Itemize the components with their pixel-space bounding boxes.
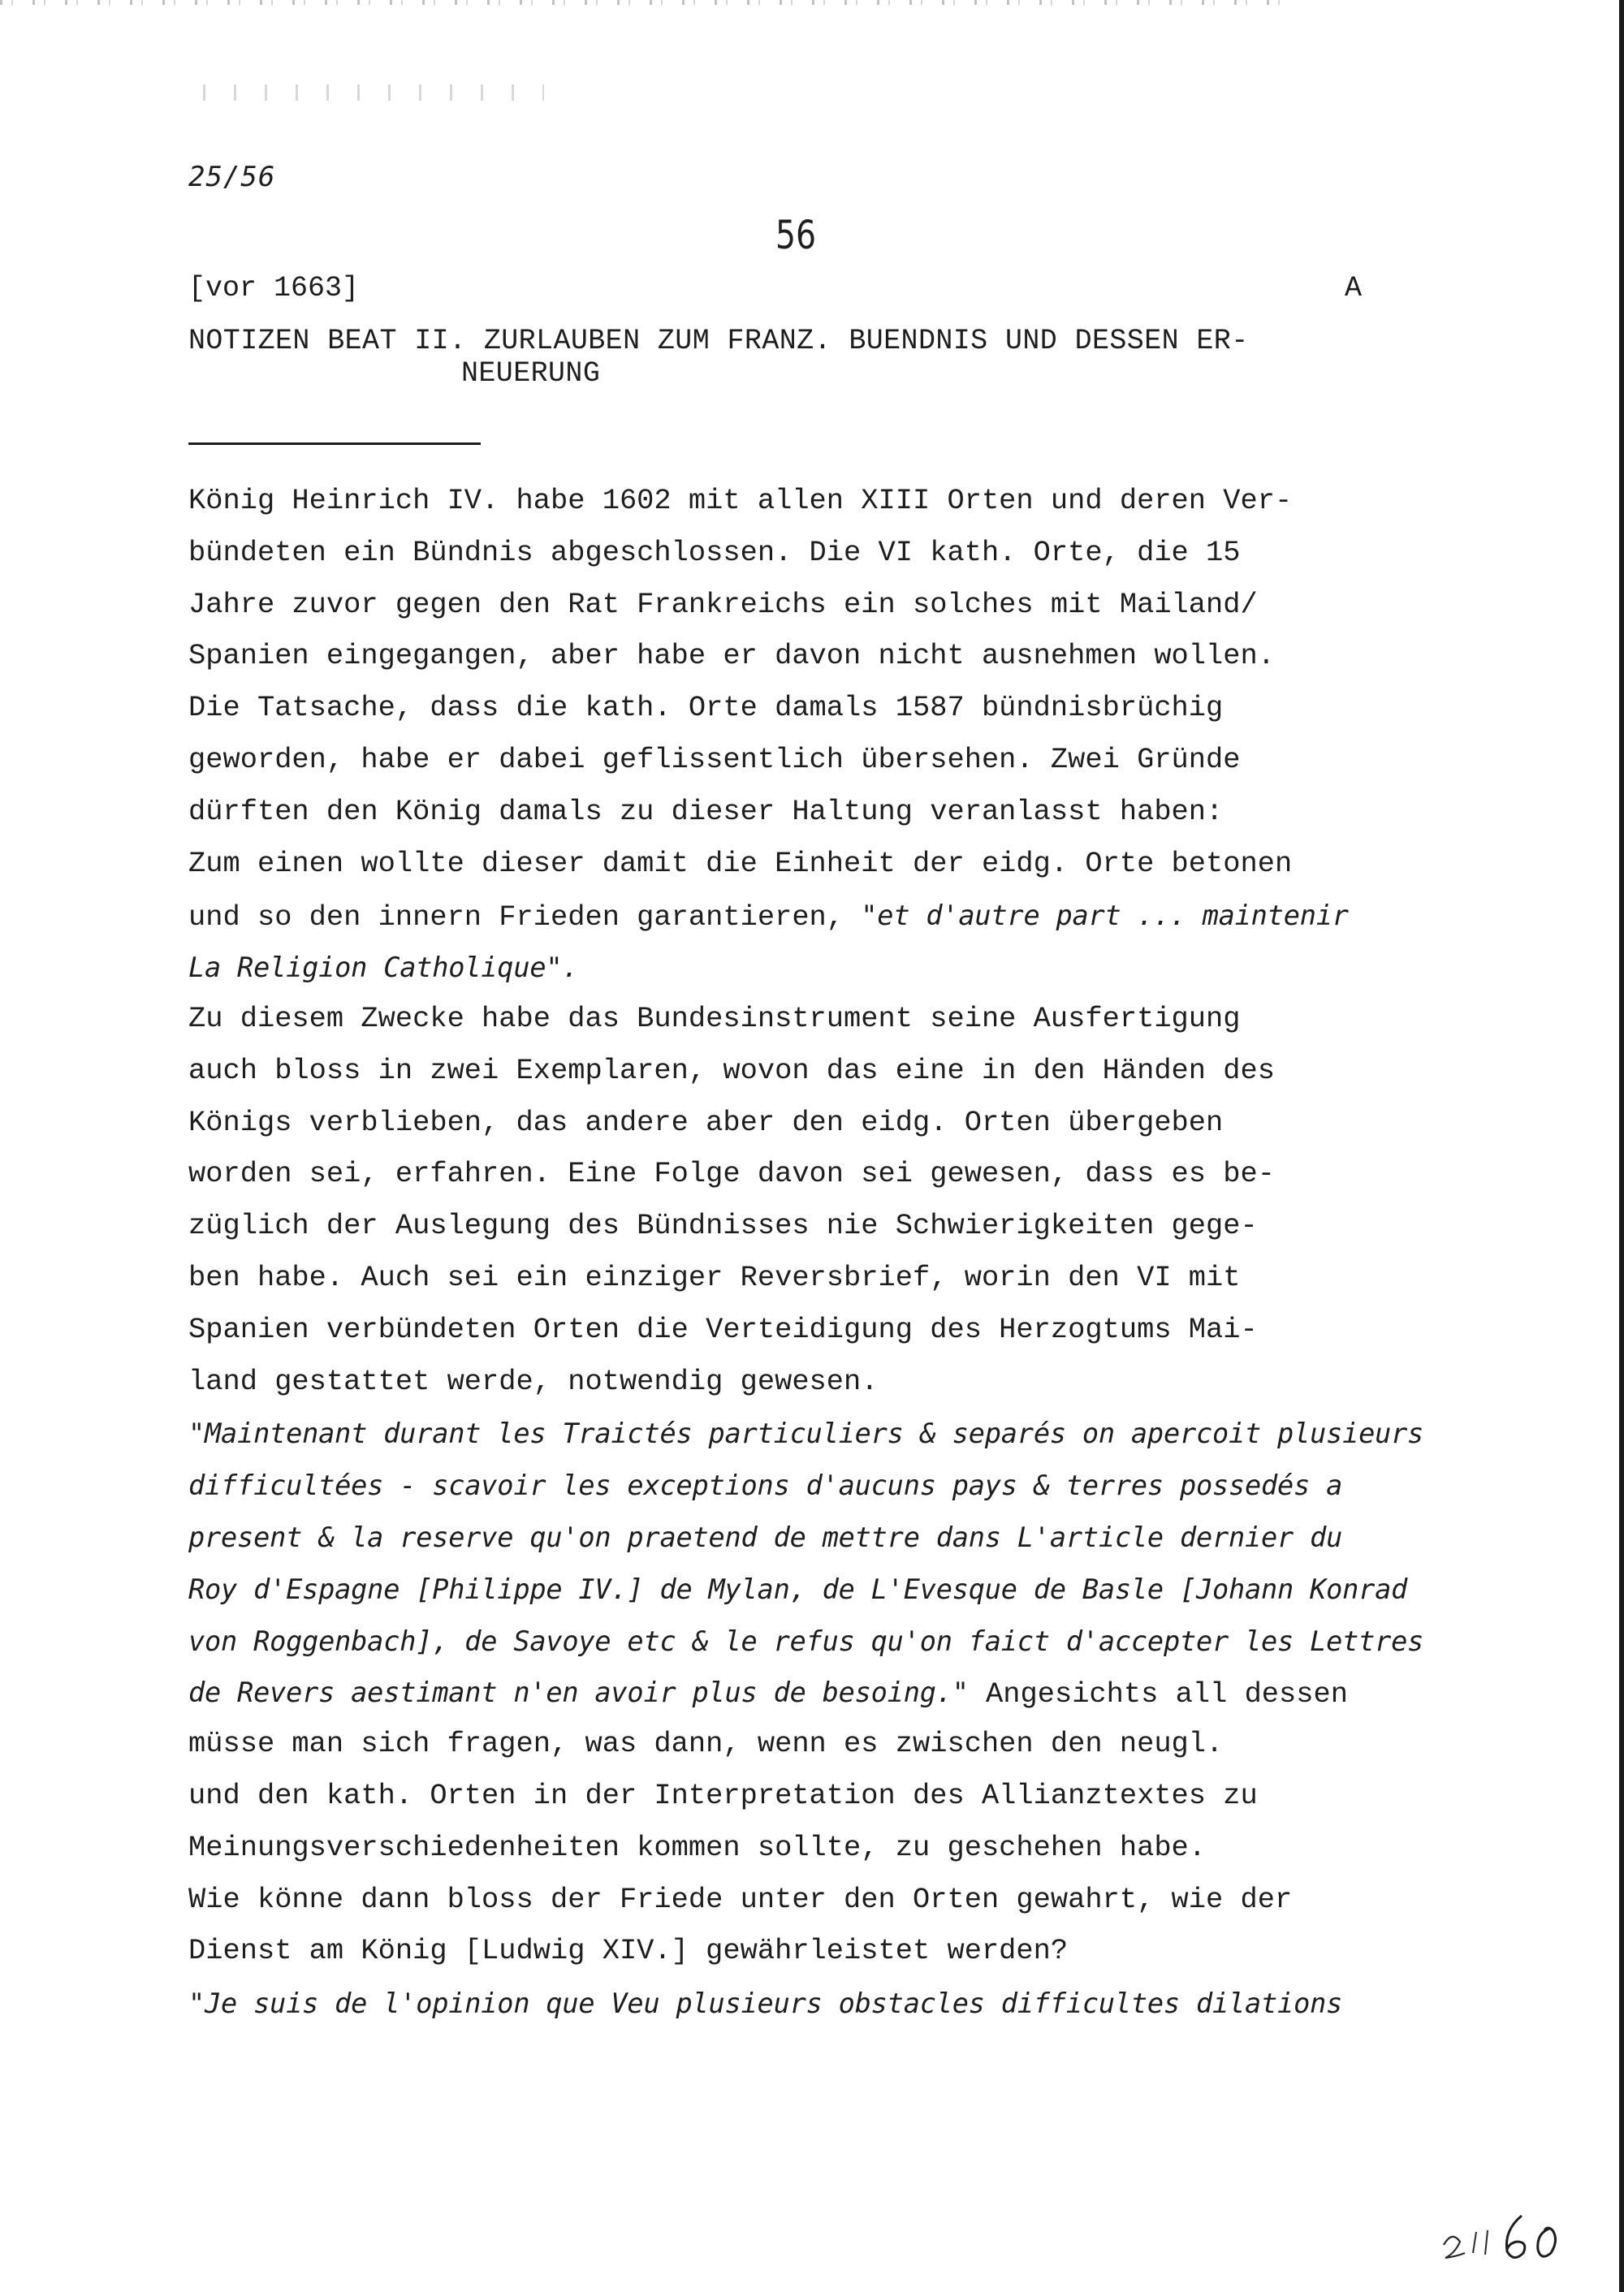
body-line xyxy=(188,1719,1471,1771)
body-line xyxy=(188,476,1471,528)
body-line xyxy=(188,1098,1471,1150)
document-category: A xyxy=(1345,272,1363,304)
body-text-segment: und den kath. Orten in der Interpretation des Allianztextes zu xyxy=(188,1779,1258,1812)
body-text-segment: bündeten ein Bündnis abgeschlossen. Die VI kath. Orte, die 15 xyxy=(188,536,1241,569)
scan-artifact-dots xyxy=(203,84,544,101)
body-quote-segment: "Je suis de l'opinion que Veu plusieurs obstacles difficultes dilations xyxy=(188,1988,1343,2020)
body-text-segment: Angesichts all dessen xyxy=(968,1678,1348,1711)
body-quote-segment: La Religion Catholique". xyxy=(188,952,579,984)
scan-artifact-top xyxy=(0,0,1299,5)
body-line xyxy=(188,994,1471,1046)
body-text-segment: Die Tatsache, dass die kath. Orte damals 1587 bündnisbrüchig xyxy=(188,692,1224,725)
body-text-segment: Zu diesem Zwecke habe das Bundesinstrument seine Ausfertigung xyxy=(188,1002,1241,1035)
body-quote-segment: "et d'autre part ... maintenir xyxy=(861,900,1349,932)
document-title xyxy=(188,325,1455,390)
body-line xyxy=(188,1771,1471,1823)
scan-edge-right xyxy=(1619,0,1624,2292)
body-text-segment: Jahre zuvor gegen den Rat Frankreichs ein solches mit Mailand/ xyxy=(188,588,1258,621)
body-text-segment: züglich der Auslegung des Bündnisses nie Schwierigkeiten gege- xyxy=(188,1210,1258,1243)
body-text-segment: Spanien eingegangen, aber habe er davon nicht ausnehmen wollen. xyxy=(188,640,1275,673)
body-line xyxy=(188,528,1471,580)
body-line xyxy=(188,1564,1471,1616)
body-line xyxy=(188,1201,1471,1253)
body-line xyxy=(188,1253,1471,1305)
body-line xyxy=(188,1512,1471,1564)
body-line xyxy=(188,890,1471,942)
body-line xyxy=(188,1823,1471,1875)
page-number: 56 xyxy=(775,213,817,258)
body-line xyxy=(188,683,1471,735)
body-text-segment: Königs verblieben, das andere aber den eidg. Orten übergeben xyxy=(188,1106,1224,1139)
body-line xyxy=(188,631,1471,683)
body-text-segment: müsse man sich fragen, was dann, wenn es zwischen den neugl. xyxy=(188,1728,1224,1761)
body-line xyxy=(188,1046,1471,1098)
body-text-segment: Meinungsverschiedenheiten kommen sollte, zu geschehen habe. xyxy=(188,1831,1207,1864)
body-line xyxy=(188,1305,1471,1357)
body-quote-segment: present & la reserve qu'on praetend de mettre dans L'article dernier du xyxy=(188,1521,1343,1553)
document-title-line-1: NOTIZEN BEAT II. ZURLAUBEN ZUM FRANZ. BUENDNIS UND DESSEN ER- xyxy=(188,325,1249,357)
body-text-segment: Dienst am König [Ludwig XIV.] gewährleistet werden? xyxy=(188,1935,1069,1968)
document-title-line-2: NEUERUNG xyxy=(461,357,601,390)
body-line xyxy=(188,580,1471,632)
body-text-segment: und so den innern Frieden garantieren, xyxy=(188,901,862,934)
body-text-segment: König Heinrich IV. habe 1602 mit allen XIII Orten und deren Ver- xyxy=(188,485,1293,517)
body-line xyxy=(188,1667,1471,1719)
body-text-segment: dürften den König damals zu dieser Haltung veranlasst haben: xyxy=(188,795,1224,828)
body-quote-segment: "Maintenant durant les Traictés particuliers & separés on apercoit plusieurs xyxy=(188,1418,1424,1450)
body-text-segment: geworden, habe er dabei geflissentlich übersehen. Zwei Gründe xyxy=(188,743,1241,776)
body-line xyxy=(188,1978,1471,2030)
body-text-segment: auch bloss in zwei Exemplaren, wovon das eine in den Händen des xyxy=(188,1054,1275,1087)
body-quote-segment: von Roggenbach], de Savoye etc & le refus qu'on faict d'accepter les Lettres xyxy=(188,1625,1424,1657)
body-line xyxy=(188,1357,1471,1409)
body-line xyxy=(188,787,1471,839)
body-line xyxy=(188,1616,1471,1668)
body-text xyxy=(188,476,1471,2030)
body-text-segment: Spanien verbündeten Orten die Verteidigung des Herzogtums Mai- xyxy=(188,1313,1258,1346)
handwritten-folio-note xyxy=(1437,2204,1575,2269)
body-line xyxy=(188,735,1471,787)
body-text-segment: Zum einen wollte dieser damit die Einheit der eidg. Orte betonen xyxy=(188,847,1293,880)
body-line xyxy=(188,1875,1471,1927)
body-line xyxy=(188,1149,1471,1201)
body-quote-segment: de Revers aestimant n'en avoir plus de besoing." xyxy=(188,1677,969,1709)
document-date: [vor 1663] xyxy=(188,272,360,304)
body-quote-segment: Roy d'Espagne [Philippe IV.] de Mylan, de L'Evesque de Basle [Johann Konrad xyxy=(188,1573,1408,1605)
body-line xyxy=(188,1460,1471,1512)
title-underline xyxy=(188,442,481,445)
body-text-segment: land gestattet werde, notwendig gewesen. xyxy=(188,1365,879,1398)
body-line xyxy=(188,1408,1471,1460)
body-line xyxy=(188,942,1471,994)
body-text-segment: ben habe. Auch sei ein einziger Reversbrief, worin den VI mit xyxy=(188,1261,1241,1294)
body-line xyxy=(188,1926,1471,1978)
body-quote-segment: difficultées - scavoir les exceptions d'aucuns pays & terres possedés a xyxy=(188,1470,1343,1502)
body-line xyxy=(188,839,1471,891)
body-text-segment: worden sei, erfahren. Eine Folge davon sei gewesen, dass es be- xyxy=(188,1158,1275,1191)
body-text-segment: Wie könne dann bloss der Friede unter den Orten gewahrt, wie der xyxy=(188,1883,1293,1916)
archive-reference: 25/56 xyxy=(188,161,276,193)
